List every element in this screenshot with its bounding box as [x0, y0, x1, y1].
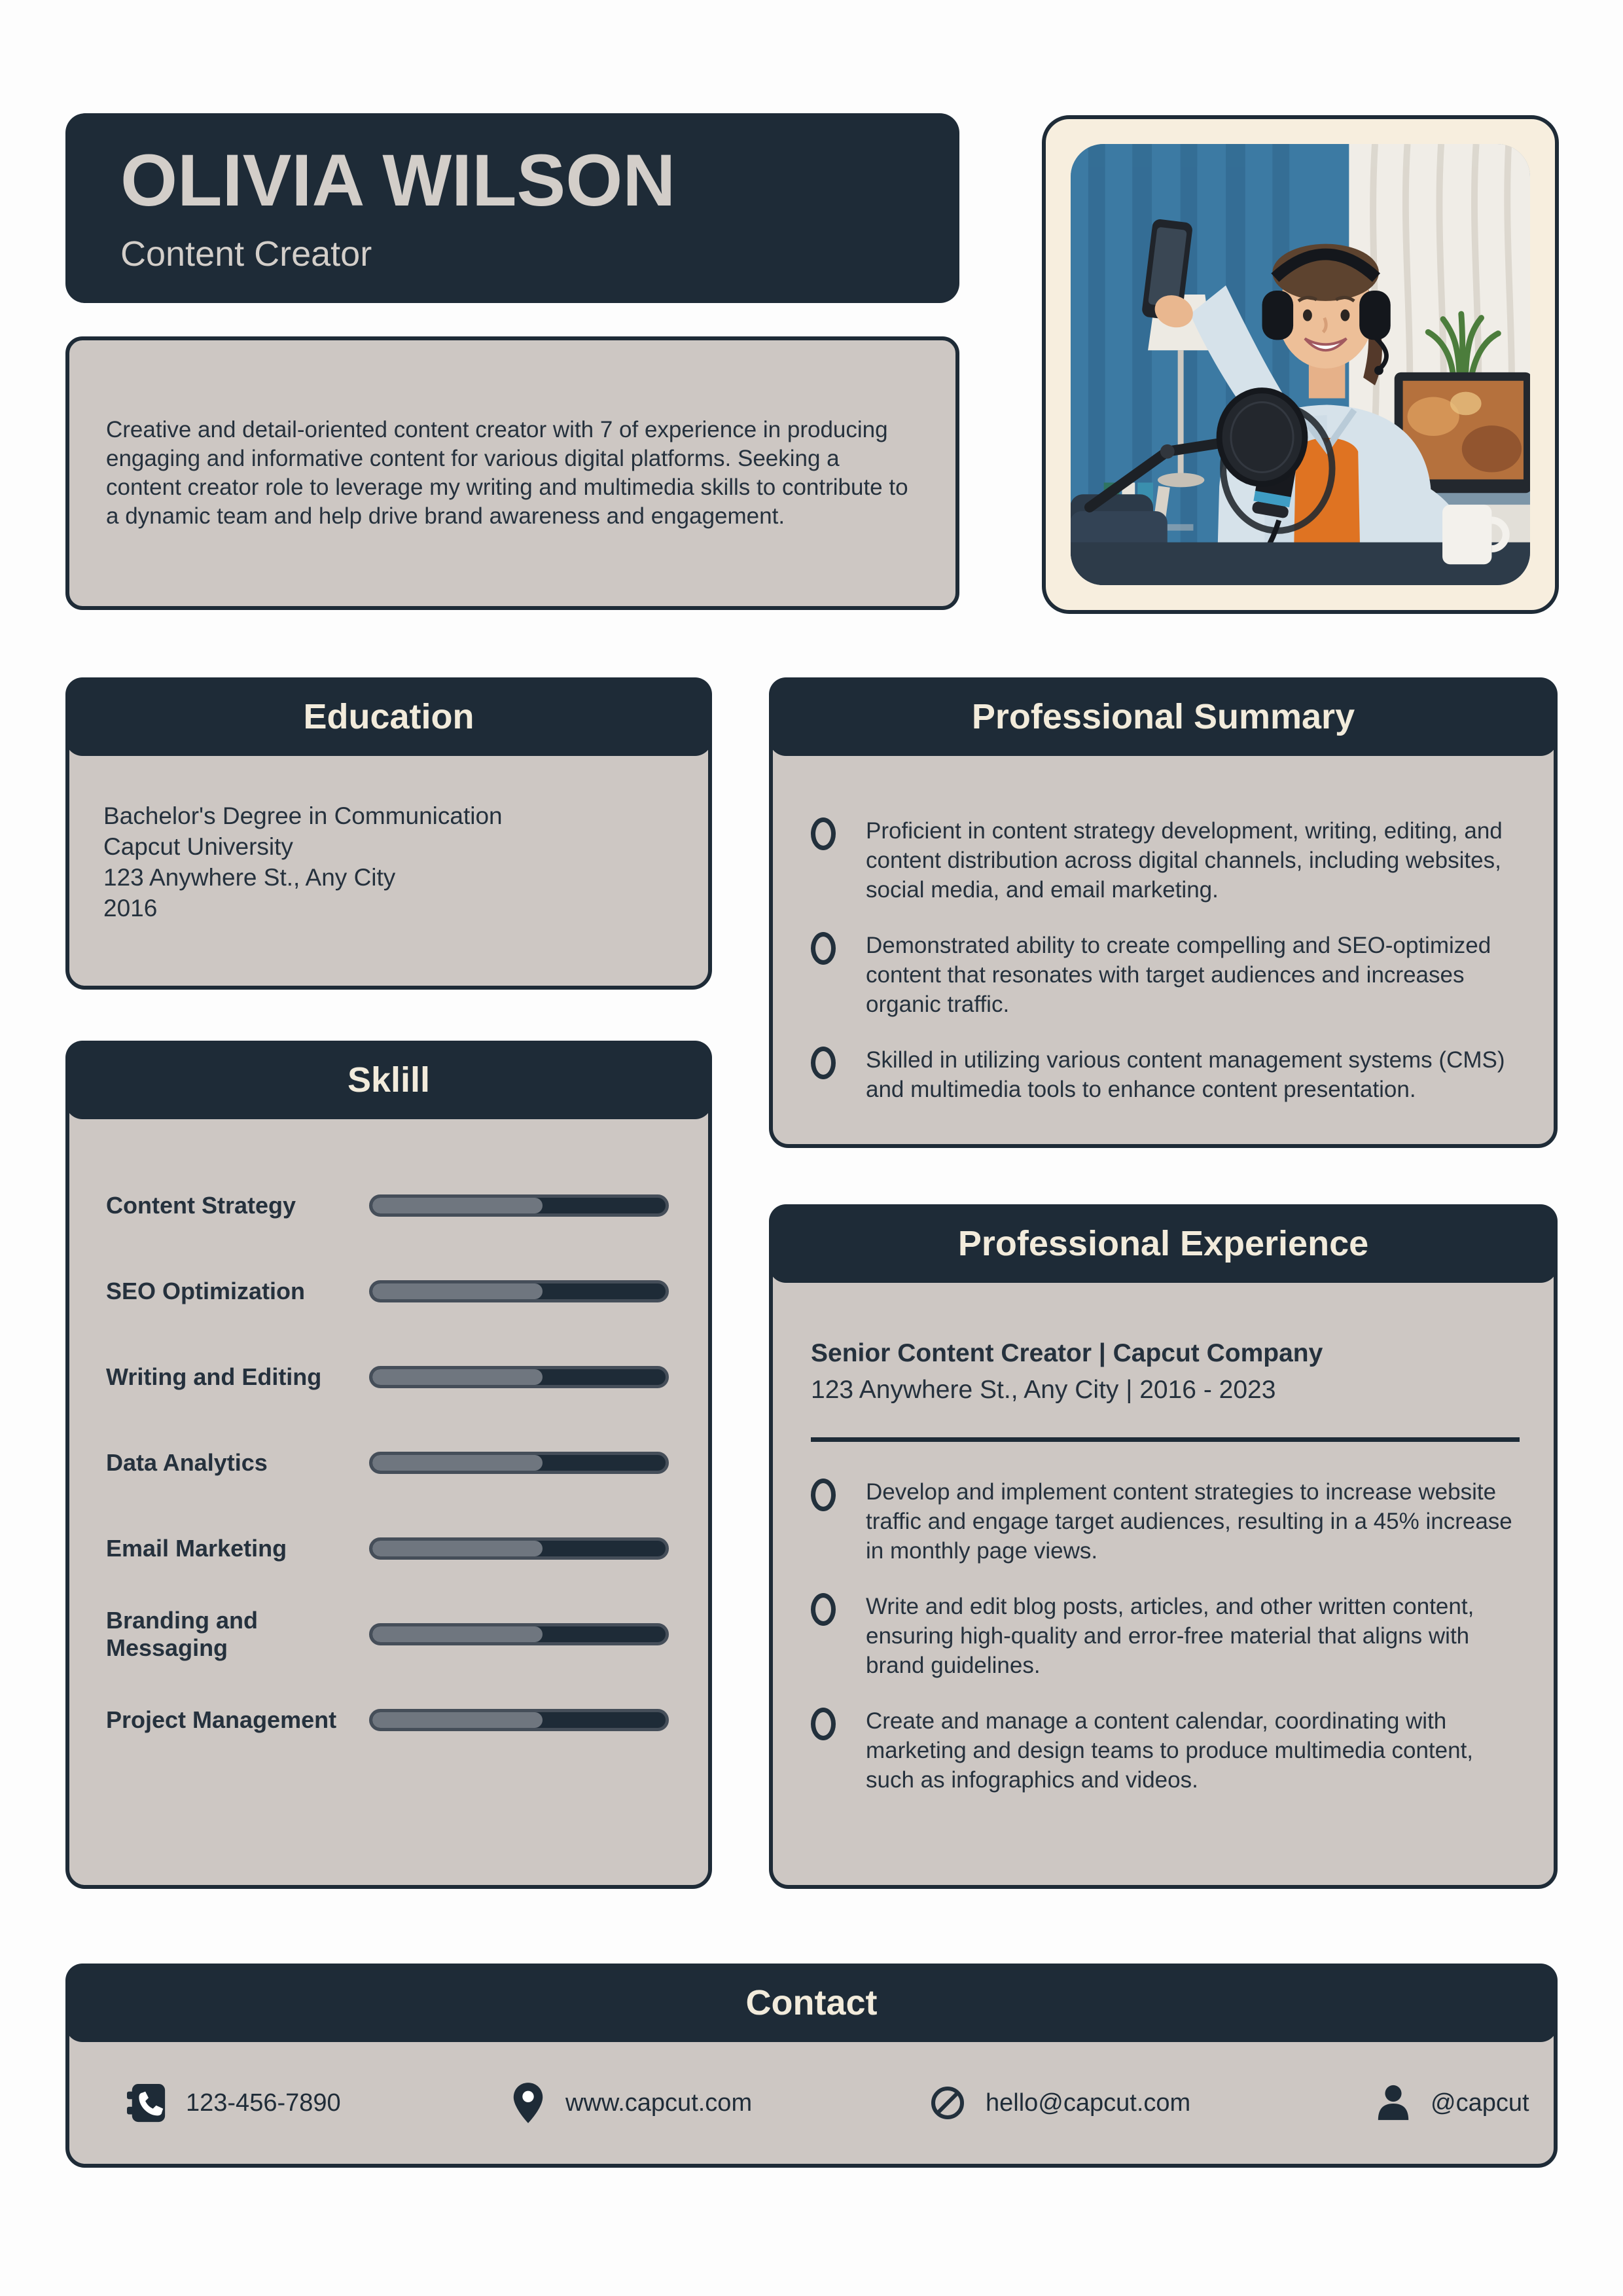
- skill-bar-track: [369, 1366, 669, 1388]
- list-item: [811, 1477, 1520, 1566]
- skill-row: [106, 1677, 669, 1763]
- skill-bar-track: [369, 1623, 669, 1645]
- bullet-text: Proficient in content strategy development, writing, editing, and content distribution across digital channels, including websites, social media, and email marketing.: [866, 818, 1503, 903]
- skills-card: [65, 1041, 712, 1889]
- contact-card: [65, 1964, 1558, 2168]
- contact-handle-text: @capcut: [1431, 2089, 1529, 2117]
- skills-header: [65, 1041, 712, 1119]
- list-item: [811, 1706, 1520, 1795]
- bullet-text: Create and manage a content calendar, coordinating with marketing and design teams to produce multimedia content, such as infographics and videos.: [866, 1708, 1474, 1793]
- bullet-circle-icon: [811, 932, 836, 965]
- bullet-text: Write and edit blog posts, articles, and other written content, ensuring high-quality and error-free material that aligns with brand guidelines.: [866, 1594, 1474, 1678]
- skill-row: [106, 1420, 669, 1505]
- summary-text: Creative and detail-oriented content creator with 7 of experience in producing engaging and informative content for various digital platforms. Seeking a content creator role to leverage my writing and multimedia skills to contribute to a dynamic team and help drive brand awareness and engagement.: [106, 417, 908, 529]
- experience-meta: 123 Anywhere St., Any City | 2016 - 2023: [811, 1376, 1276, 1404]
- contact-website-text: www.capcut.com: [565, 2089, 753, 2117]
- skill-bar-track: [369, 1537, 669, 1560]
- skill-bar-track: [369, 1452, 669, 1474]
- skill-bar-fill: [372, 1198, 543, 1213]
- experience-body: [773, 1283, 1554, 1795]
- professional-summary-card: [769, 677, 1558, 1148]
- professional-summary-title: Professional Summary: [971, 697, 1355, 736]
- bullet-text: Develop and implement content strategies to increase website traffic and engage target audiences, resulting in a 45% increase in monthly page views.: [866, 1479, 1512, 1564]
- bullet-circle-icon: [811, 1047, 836, 1079]
- education-body: [69, 756, 708, 924]
- contact-phone-text: 123-456-7890: [186, 2089, 341, 2117]
- contact-item-phone: [127, 2082, 341, 2124]
- skill-row: [106, 1505, 669, 1591]
- person-name: OLIVIA WILSON: [120, 139, 676, 222]
- skills-title: Sklill: [347, 1060, 431, 1100]
- link-icon: [928, 2083, 967, 2123]
- skill-bar-fill: [372, 1541, 543, 1556]
- list-item: [811, 1045, 1522, 1104]
- job-title: Content Creator: [120, 234, 372, 274]
- skills-body: [69, 1119, 708, 1763]
- contact-item-website: [509, 2081, 752, 2125]
- list-item: [811, 816, 1522, 905]
- location-pin-icon: [509, 2081, 547, 2125]
- skill-bar-fill: [372, 1283, 543, 1299]
- bullet-circle-icon: [811, 1708, 836, 1740]
- bullet-text: Skilled in utilizing various content management systems (CMS) and multimedia tools to enhance content presentation.: [866, 1047, 1505, 1102]
- education-school: Capcut University: [103, 833, 293, 860]
- bullet-circle-icon: [811, 817, 836, 850]
- skill-row: [106, 1162, 669, 1248]
- contact-header: [65, 1964, 1558, 2042]
- skill-row: [106, 1334, 669, 1420]
- education-address: 123 Anywhere St., Any City: [103, 864, 396, 891]
- experience-card: [769, 1204, 1558, 1889]
- experience-title: Professional Experience: [957, 1224, 1369, 1263]
- skill-bar-fill: [372, 1369, 543, 1385]
- user-icon: [1374, 2083, 1412, 2123]
- skill-label: Data Analytics: [106, 1448, 268, 1476]
- contact-item-handle: [1374, 2083, 1529, 2123]
- skill-bar-fill: [372, 1712, 543, 1728]
- skill-row: [106, 1248, 669, 1334]
- profile-photo: [1071, 144, 1530, 585]
- skill-label: Branding and Messaging: [106, 1606, 258, 1661]
- summary-card: [65, 336, 959, 610]
- skill-bar-track: [369, 1280, 669, 1302]
- education-year: 2016: [103, 895, 158, 922]
- experience-divider: [811, 1437, 1520, 1442]
- education-degree: Bachelor's Degree in Communication: [103, 802, 503, 829]
- education-header: [65, 677, 712, 756]
- contact-item-email: [928, 2083, 1190, 2123]
- list-item: [811, 1592, 1520, 1680]
- contact-body: [69, 2042, 1554, 2164]
- professional-summary-body: [773, 756, 1554, 1104]
- skill-bar-track: [369, 1194, 669, 1217]
- experience-header: [769, 1204, 1558, 1283]
- profile-photo-illustration: [1071, 144, 1530, 585]
- contact-email-text: hello@capcut.com: [986, 2089, 1191, 2117]
- education-title: Education: [303, 697, 474, 736]
- bullet-circle-icon: [811, 1593, 836, 1626]
- list-item: [811, 931, 1522, 1019]
- skill-label: Content Strategy: [106, 1191, 296, 1219]
- professional-summary-header: [769, 677, 1558, 756]
- skill-label: SEO Optimization: [106, 1277, 306, 1304]
- skill-label: Writing and Editing: [106, 1363, 322, 1390]
- contact-title: Contact: [745, 1983, 878, 2022]
- skill-label: Email Marketing: [106, 1534, 287, 1562]
- bullet-circle-icon: [811, 1479, 836, 1511]
- experience-role: Senior Content Creator | Capcut Company: [811, 1339, 1323, 1367]
- education-card: [65, 677, 712, 990]
- skill-row: [106, 1591, 669, 1677]
- header-card: [65, 113, 959, 303]
- bullet-text: Demonstrated ability to create compelling and SEO-optimized content that resonates with target audiences and increases organic traffic.: [866, 933, 1491, 1017]
- skill-bar-fill: [372, 1626, 543, 1642]
- skill-bar-track: [369, 1709, 669, 1731]
- phone-icon: [127, 2082, 168, 2124]
- skill-label: Project Management: [106, 1706, 337, 1733]
- skill-bar-fill: [372, 1455, 543, 1471]
- photo-frame: [1042, 115, 1559, 614]
